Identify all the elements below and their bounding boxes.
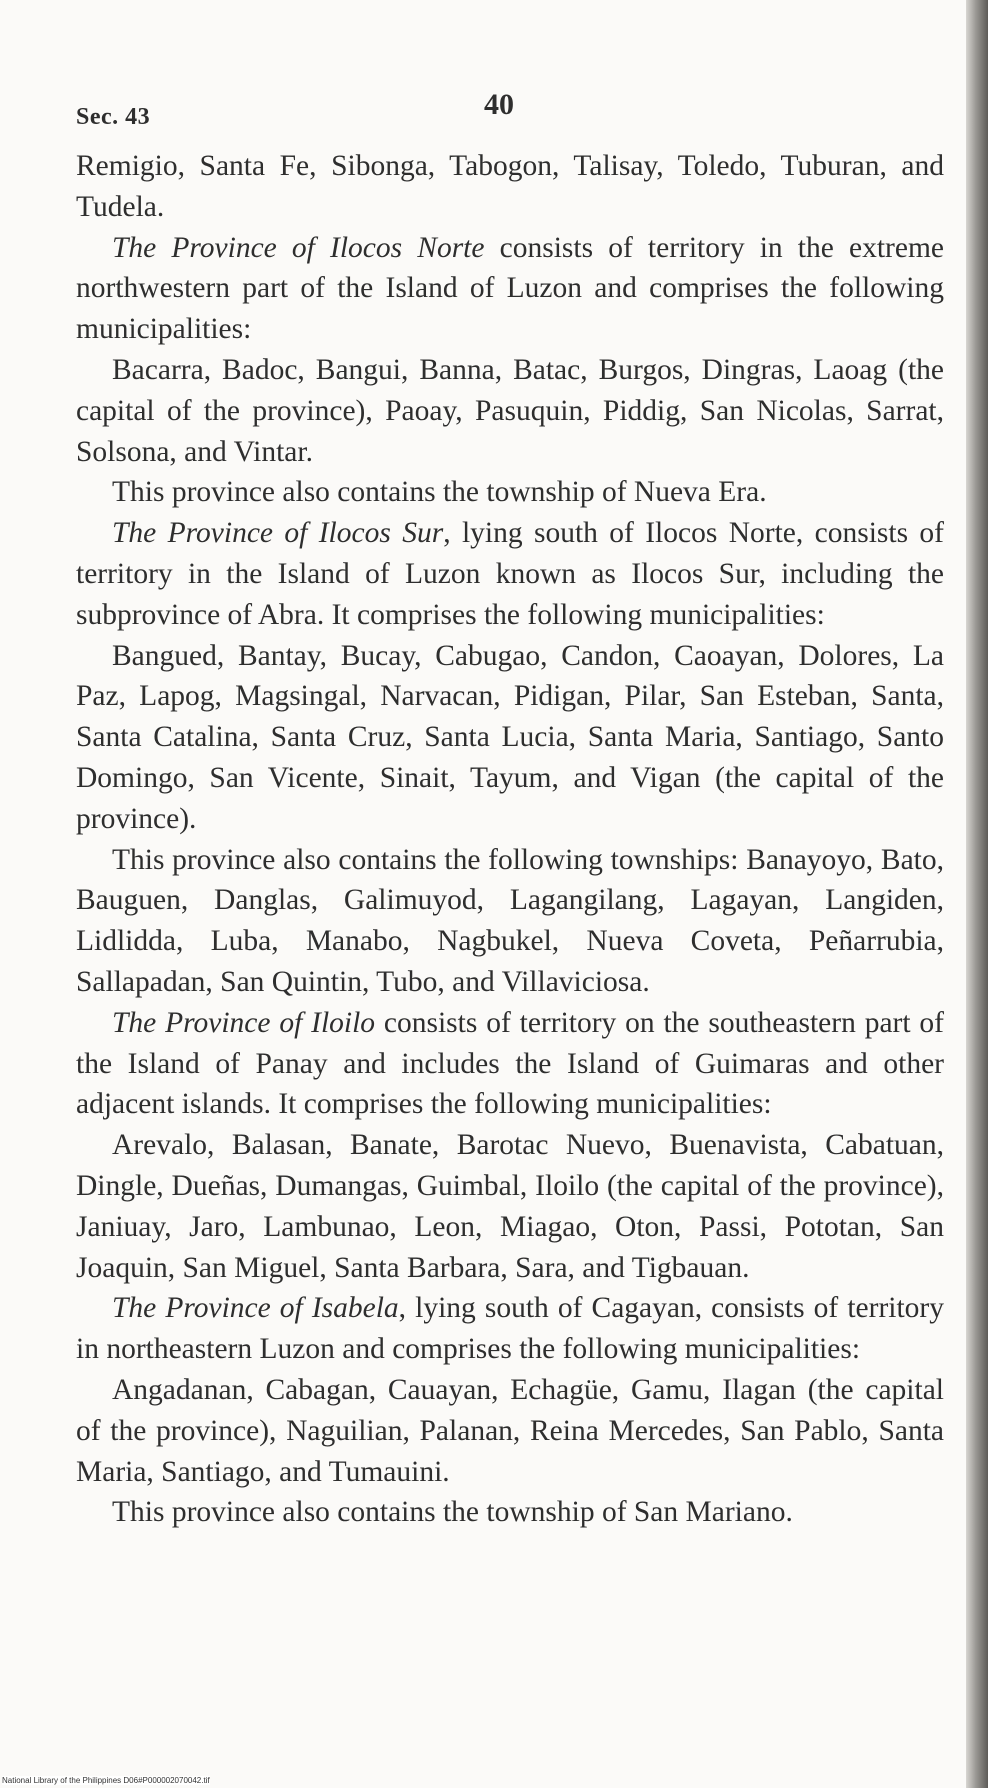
- paragraph-text: Bacarra, Badoc, Bangui, Banna, Batac, Burgos, Dingras, Laoag (the capital of the province), Paoay, Pasuquin, Piddig, San Nicolas, Sarrat, Solsona, and Vintar.: [76, 353, 944, 468]
- paragraph: [76, 1288, 944, 1370]
- paragraph: [76, 350, 944, 472]
- paragraph: [76, 1492, 944, 1533]
- paragraph-text: This province also contains the following townships: Banayoyo, Bato, Bauguen, Danglas, Galimuyod, Lagangilang, Lagayan, Langiden, Lidlidda, Luba, Manabo, Nagbukel, Nueva Coveta, Peñarrubia, Sallapadan, San Quintin, Tubo, and Villaviciosa.: [76, 843, 944, 998]
- province-name: The Province of Ilocos Norte: [112, 231, 485, 264]
- paragraph: [76, 1370, 944, 1492]
- paragraph: [76, 472, 944, 513]
- paragraph: [76, 1003, 944, 1125]
- paragraph-text: consists of territory on the southeastern part of the Island of Panay and includes the Island of Guimaras and other adjacent islands. It comprises the following municipalities:: [76, 1006, 944, 1121]
- paragraph: [76, 1125, 944, 1288]
- section-reference: Sec. 43: [76, 104, 151, 130]
- paragraph: [76, 146, 944, 228]
- paragraph-text: consists of territory in the extreme northwestern part of the Island of Luzon and comprises the following municipalities:: [76, 231, 944, 346]
- page-number: 40: [484, 88, 514, 121]
- scan-credit: National Library of the Philippines D06#P000002070042.tif: [2, 1776, 210, 1785]
- paragraph-text: Remigio, Santa Fe, Sibonga, Tabogon, Talisay, Toledo, Tuburan, and Tudela.: [76, 150, 944, 223]
- province-name: The Province of Isabela: [112, 1292, 399, 1325]
- paragraph-text: Bangued, Bantay, Bucay, Cabugao, Candon, Caoayan, Dolores, La Paz, Lapog, Magsingal, Narvacan, Pidigan, Pilar, San Esteban, Santa, Santa Catalina, Santa Cruz, Santa Lucia, Santa Maria, Santiago, Santo Domingo, San Vicente, Sinait, Tayum, and Vigan (the capital of the province).: [76, 639, 944, 835]
- province-name: The Province of Iloilo: [112, 1006, 376, 1039]
- paragraph-text: , lying south of Ilocos Norte, consists of territory in the Island of Luzon known as Ilocos Sur, including the subprovince of Abra. It comprises the following municipalities:: [76, 517, 945, 631]
- province-name: The Province of Ilocos Sur: [112, 517, 444, 550]
- paragraph-text: Angadanan, Cabagan, Cauayan, Echagüe, Gamu, Ilagan (the capital of the province), Naguilian, Palanan, Reina Mercedes, San Pablo, Santa Maria, Santiago, and Tumauini.: [76, 1373, 944, 1488]
- paragraph: [76, 840, 944, 1003]
- paragraph-text: Arevalo, Balasan, Banate, Barotac Nuevo, Buenavista, Cabatuan, Dingle, Dueñas, Dumangas, Guimbal, Iloilo (the capital of the province), Janiuay, Jaro, Lambunao, Leon, Miagao, Oton, Passi, Pototan, San Joaquin, San Miguel, Santa Barbara, Sara, and Tigbauan.: [76, 1129, 944, 1284]
- body-text: [76, 146, 944, 1533]
- paragraph: [76, 228, 944, 350]
- paragraph: [76, 513, 944, 635]
- paragraph-text: , lying south of Cagayan, consists of territory in northeastern Luzon and comprises the following municipalities:: [76, 1292, 944, 1366]
- paragraph: [76, 636, 944, 840]
- paragraph-text: This province also contains the township of San Mariano.: [112, 1496, 793, 1529]
- paragraph-text: This province also contains the township of Nueva Era.: [112, 476, 767, 509]
